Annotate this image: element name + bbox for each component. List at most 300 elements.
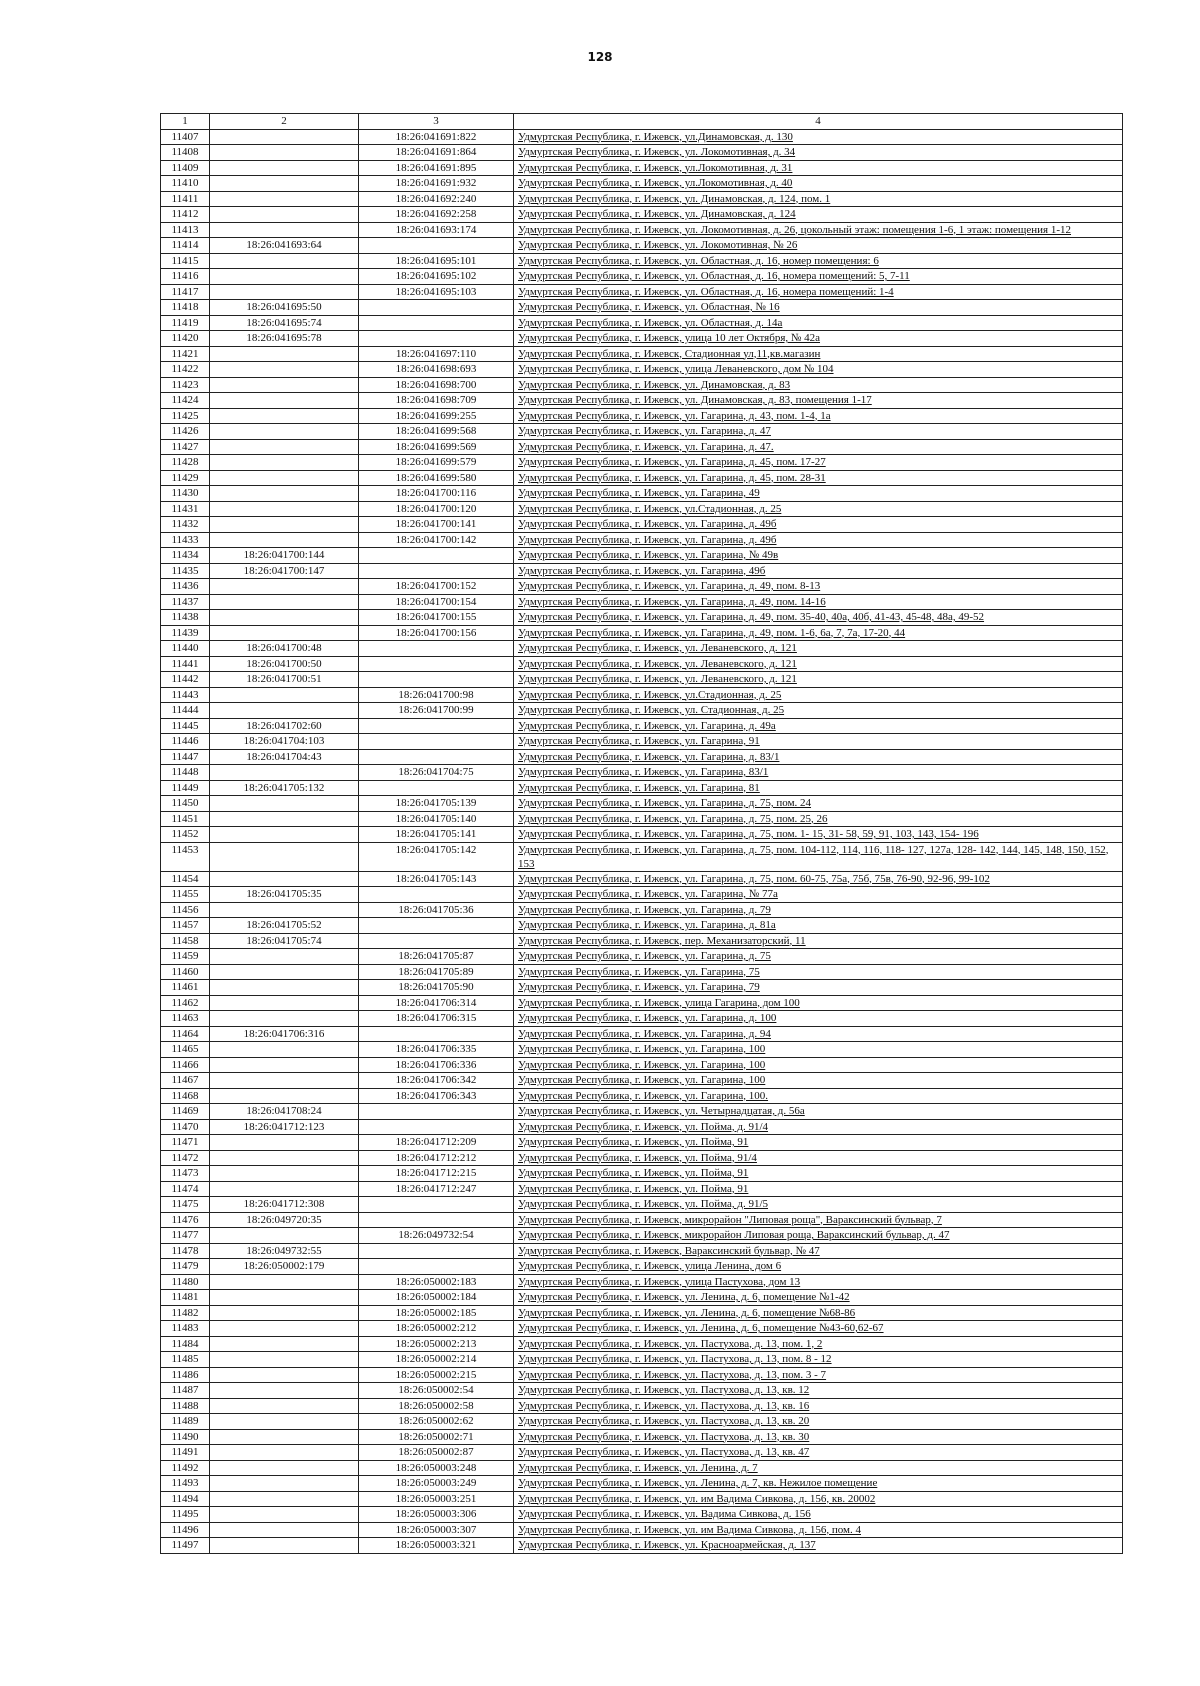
row-number-cell: 11485 <box>161 1352 210 1368</box>
row-number-cell: 11468 <box>161 1088 210 1104</box>
cadastral-number-col2-cell <box>210 1073 359 1089</box>
cadastral-number-col3-cell: 18:26:041693:174 <box>359 222 514 238</box>
table-row <box>161 1259 1123 1275</box>
table-row <box>161 393 1123 409</box>
column-header: 1 <box>161 114 210 130</box>
cadastral-number-col3-cell <box>359 718 514 734</box>
cadastral-number-col2-cell <box>210 207 359 223</box>
cadastral-number-col3-cell <box>359 672 514 688</box>
address-cell: Удмуртская Республика, г. Ижевск, ул. им Вадима Сивкова, д. 156, кв. 20002 <box>514 1491 1123 1507</box>
table-row <box>161 1507 1123 1523</box>
table-row <box>161 625 1123 641</box>
cadastral-number-col2-cell <box>210 1336 359 1352</box>
row-number-cell: 11422 <box>161 362 210 378</box>
address-cell: Удмуртская Республика, г. Ижевск, ул. Гагарина, д. 75 <box>514 949 1123 965</box>
cadastral-number-col3-cell <box>359 548 514 564</box>
address-cell: Удмуртская Республика, г. Ижевск, ул.Стадионная, д. 25 <box>514 687 1123 703</box>
cadastral-number-col2-cell <box>210 1181 359 1197</box>
address-cell: Удмуртская Республика, г. Ижевск, ул. Гагарина, 100. <box>514 1088 1123 1104</box>
table-row <box>161 1104 1123 1120</box>
cadastral-number-col3-cell: 18:26:041706:343 <box>359 1088 514 1104</box>
cadastral-number-col2-cell <box>210 1367 359 1383</box>
table-row <box>161 964 1123 980</box>
cadastral-number-col2-cell <box>210 1166 359 1182</box>
address-cell: Удмуртская Республика, г. Ижевск, Вараксинский бульвар, № 47 <box>514 1243 1123 1259</box>
table-row <box>161 331 1123 347</box>
row-number-cell: 11409 <box>161 160 210 176</box>
table-row <box>161 1057 1123 1073</box>
row-number-cell: 11481 <box>161 1290 210 1306</box>
table-row <box>161 176 1123 192</box>
cadastral-number-col2-cell: 18:26:041705:35 <box>210 887 359 903</box>
row-number-cell: 11477 <box>161 1228 210 1244</box>
table-row <box>161 1073 1123 1089</box>
cadastral-number-col3-cell <box>359 563 514 579</box>
row-number-cell: 11492 <box>161 1460 210 1476</box>
row-number-cell: 11478 <box>161 1243 210 1259</box>
row-number-cell: 11424 <box>161 393 210 409</box>
table-row <box>161 1166 1123 1182</box>
address-cell: Удмуртская Республика, г. Ижевск, ул. Гагарина, д. 83/1 <box>514 749 1123 765</box>
row-number-cell: 11445 <box>161 718 210 734</box>
address-cell: Удмуртская Республика, г. Ижевск, ул. Гагарина, 100 <box>514 1073 1123 1089</box>
cadastral-number-col3-cell: 18:26:041712:215 <box>359 1166 514 1182</box>
cadastral-number-col3-cell <box>359 887 514 903</box>
cadastral-number-col3-cell: 18:26:050002:54 <box>359 1383 514 1399</box>
table-row <box>161 949 1123 965</box>
address-cell: Удмуртская Республика, г. Ижевск, улица Ленина, дом 6 <box>514 1259 1123 1275</box>
table-row <box>161 594 1123 610</box>
cadastral-number-col3-cell <box>359 238 514 254</box>
table-row <box>161 408 1123 424</box>
row-number-cell: 11408 <box>161 145 210 161</box>
address-cell: Удмуртская Республика, г. Ижевск, ул. Пойма, 91 <box>514 1181 1123 1197</box>
cadastral-number-col2-cell: 18:26:041700:50 <box>210 656 359 672</box>
cadastral-number-col3-cell: 18:26:041691:822 <box>359 129 514 145</box>
row-number-cell: 11451 <box>161 811 210 827</box>
table-row <box>161 362 1123 378</box>
table-row <box>161 1274 1123 1290</box>
cadastral-number-col2-cell <box>210 176 359 192</box>
cadastral-number-col2-cell <box>210 1414 359 1430</box>
cadastral-number-col3-cell <box>359 315 514 331</box>
cadastral-number-col3-cell: 18:26:041706:335 <box>359 1042 514 1058</box>
address-cell: Удмуртская Республика, г. Ижевск, ул. Леваневского, д. 121 <box>514 656 1123 672</box>
cadastral-number-col3-cell: 18:26:049732:54 <box>359 1228 514 1244</box>
row-number-cell: 11413 <box>161 222 210 238</box>
address-cell: Удмуртская Республика, г. Ижевск, ул. Гагарина, д. 45, пом. 28-31 <box>514 470 1123 486</box>
cadastral-number-col3-cell: 18:26:041700:155 <box>359 610 514 626</box>
table-row <box>161 532 1123 548</box>
address-cell: Удмуртская Республика, г. Ижевск, ул. Гагарина, д. 49б <box>514 517 1123 533</box>
cadastral-number-col2-cell <box>210 362 359 378</box>
cadastral-number-col2-cell <box>210 532 359 548</box>
address-cell: Удмуртская Республика, г. Ижевск, ул. Гагарина, № 49в <box>514 548 1123 564</box>
row-number-cell: 11414 <box>161 238 210 254</box>
address-cell: Удмуртская Республика, г. Ижевск, микрорайон Липовая роща, Вараксинский бульвар, д. 47 <box>514 1228 1123 1244</box>
cadastral-number-col2-cell: 18:26:049720:35 <box>210 1212 359 1228</box>
address-cell: Удмуртская Республика, г. Ижевск, ул. Пастухова, д. 13, пом. 8 - 12 <box>514 1352 1123 1368</box>
address-cell: Удмуртская Республика, г. Ижевск, ул. Гагарина, д. 45, пом. 17-27 <box>514 455 1123 471</box>
cadastral-number-col2-cell <box>210 610 359 626</box>
cadastral-number-col2-cell <box>210 1538 359 1554</box>
cadastral-number-col3-cell <box>359 656 514 672</box>
table-row <box>161 548 1123 564</box>
address-cell: Удмуртская Республика, г. Ижевск, ул. Гагарина, 100 <box>514 1057 1123 1073</box>
table-row <box>161 207 1123 223</box>
address-cell: Удмуртская Республика, г. Ижевск, пер. Механизаторский, 11 <box>514 933 1123 949</box>
table-row <box>161 346 1123 362</box>
address-cell: Удмуртская Республика, г. Ижевск, ул. Пастухова, д. 13, кв. 16 <box>514 1398 1123 1414</box>
row-number-cell: 11443 <box>161 687 210 703</box>
cadastral-number-col2-cell <box>210 145 359 161</box>
cadastral-number-col2-cell <box>210 1150 359 1166</box>
row-number-cell: 11420 <box>161 331 210 347</box>
table-row <box>161 1119 1123 1135</box>
cadastral-number-col3-cell <box>359 1197 514 1213</box>
cadastral-number-col2-cell: 18:26:041695:78 <box>210 331 359 347</box>
cadastral-number-col2-cell <box>210 517 359 533</box>
address-cell: Удмуртская Республика, г. Ижевск, ул. Красноармейская, д. 137 <box>514 1538 1123 1554</box>
cadastral-number-col2-cell <box>210 1383 359 1399</box>
address-cell: Удмуртская Республика, г. Ижевск, ул. Гагарина, д. 49а <box>514 718 1123 734</box>
cadastral-number-col3-cell: 18:26:041705:36 <box>359 902 514 918</box>
row-number-cell: 11480 <box>161 1274 210 1290</box>
address-cell: Удмуртская Республика, г. Ижевск, ул. Гагарина, д. 100 <box>514 1011 1123 1027</box>
table-row <box>161 424 1123 440</box>
row-number-cell: 11479 <box>161 1259 210 1275</box>
table-row <box>161 1383 1123 1399</box>
address-cell: Удмуртская Республика, г. Ижевск, ул. Леваневского, д. 121 <box>514 641 1123 657</box>
cadastral-number-col3-cell: 18:26:041705:140 <box>359 811 514 827</box>
address-cell: Удмуртская Республика, г. Ижевск, ул. Локомотивная, д. 26, цокольный этаж: помещения 1-6, 1 этаж: помещения 1-12 <box>514 222 1123 238</box>
cadastral-number-col2-cell <box>210 1398 359 1414</box>
cadastral-number-col3-cell: 18:26:050002:62 <box>359 1414 514 1430</box>
cadastral-number-col3-cell: 18:26:041712:247 <box>359 1181 514 1197</box>
cadastral-number-col2-cell <box>210 1228 359 1244</box>
address-cell: Удмуртская Республика, г. Ижевск, ул.Локомотивная, д. 40 <box>514 176 1123 192</box>
cadastral-number-col2-cell <box>210 842 359 871</box>
cadastral-number-col3-cell: 18:26:041712:212 <box>359 1150 514 1166</box>
table-row <box>161 1243 1123 1259</box>
table-row <box>161 687 1123 703</box>
cadastral-number-col2-cell <box>210 470 359 486</box>
cadastral-number-col2-cell: 18:26:041700:144 <box>210 548 359 564</box>
address-cell: Удмуртская Республика, г. Ижевск, ул.Динамовская, д. 130 <box>514 129 1123 145</box>
row-number-cell: 11484 <box>161 1336 210 1352</box>
address-cell: Удмуртская Республика, г. Ижевск, ул. Пойма, д. 91/5 <box>514 1197 1123 1213</box>
cadastral-number-col3-cell: 18:26:041700:98 <box>359 687 514 703</box>
cadastral-number-col2-cell <box>210 1522 359 1538</box>
row-number-cell: 11439 <box>161 625 210 641</box>
table-row <box>161 1290 1123 1306</box>
cadastral-number-col3-cell <box>359 933 514 949</box>
cadastral-number-col2-cell: 18:26:041700:147 <box>210 563 359 579</box>
cadastral-number-col3-cell: 18:26:050003:321 <box>359 1538 514 1554</box>
cadastral-number-col2-cell: 18:26:041702:60 <box>210 718 359 734</box>
row-number-cell: 11433 <box>161 532 210 548</box>
row-number-cell: 11456 <box>161 902 210 918</box>
table-row <box>161 253 1123 269</box>
cadastral-number-col2-cell <box>210 1352 359 1368</box>
cadastral-number-col3-cell <box>359 1119 514 1135</box>
row-number-cell: 11483 <box>161 1321 210 1337</box>
cadastral-number-col2-cell <box>210 1011 359 1027</box>
address-cell: Удмуртская Республика, г. Ижевск, ул. Динамовская, д. 124, пом. 1 <box>514 191 1123 207</box>
row-number-cell: 11458 <box>161 933 210 949</box>
cadastral-number-col2-cell: 18:26:041704:43 <box>210 749 359 765</box>
row-number-cell: 11470 <box>161 1119 210 1135</box>
cadastral-number-col3-cell: 18:26:041699:568 <box>359 424 514 440</box>
address-cell: Удмуртская Республика, г. Ижевск, ул. Гагарина, 79 <box>514 980 1123 996</box>
cadastral-number-col2-cell: 18:26:041695:74 <box>210 315 359 331</box>
cadastral-number-col2-cell <box>210 222 359 238</box>
row-number-cell: 11471 <box>161 1135 210 1151</box>
row-number-cell: 11493 <box>161 1476 210 1492</box>
cadastral-number-col2-cell <box>210 594 359 610</box>
cadastral-number-col2-cell: 18:26:041705:74 <box>210 933 359 949</box>
row-number-cell: 11459 <box>161 949 210 965</box>
row-number-cell: 11464 <box>161 1026 210 1042</box>
column-header: 2 <box>210 114 359 130</box>
cadastral-number-col2-cell <box>210 346 359 362</box>
table-row <box>161 1321 1123 1337</box>
cadastral-number-col2-cell <box>210 949 359 965</box>
cadastral-number-col3-cell: 18:26:041698:700 <box>359 377 514 393</box>
row-number-cell: 11423 <box>161 377 210 393</box>
table-row <box>161 1305 1123 1321</box>
table-row <box>161 672 1123 688</box>
table-row <box>161 1042 1123 1058</box>
cadastral-number-col2-cell <box>210 827 359 843</box>
address-cell: Удмуртская Республика, г. Ижевск, ул. Пастухова, д. 13, кв. 20 <box>514 1414 1123 1430</box>
table-row <box>161 129 1123 145</box>
row-number-cell: 11449 <box>161 780 210 796</box>
row-number-cell: 11434 <box>161 548 210 564</box>
cadastral-number-col2-cell <box>210 486 359 502</box>
row-number-cell: 11466 <box>161 1057 210 1073</box>
table-row <box>161 1476 1123 1492</box>
address-cell: Удмуртская Республика, г. Ижевск, ул. Ленина, д. 6, помещение №1-42 <box>514 1290 1123 1306</box>
address-cell: Удмуртская Республика, г. Ижевск, ул. Ленина, д. 7, кв. Нежилое помещение <box>514 1476 1123 1492</box>
address-cell: Удмуртская Республика, г. Ижевск, ул. Гагарина, д. 75, пом. 60-75, 75а, 75б, 75в, 76-90, 92-96, 99-102 <box>514 871 1123 887</box>
registry-table <box>160 113 1123 1554</box>
cadastral-number-col2-cell <box>210 1042 359 1058</box>
row-number-cell: 11421 <box>161 346 210 362</box>
cadastral-number-col2-cell: 18:26:041695:50 <box>210 300 359 316</box>
row-number-cell: 11438 <box>161 610 210 626</box>
cadastral-number-col3-cell <box>359 780 514 796</box>
cadastral-number-col2-cell <box>210 902 359 918</box>
cadastral-number-col2-cell <box>210 284 359 300</box>
address-cell: Удмуртская Республика, г. Ижевск, ул. Гагарина, д. 47 <box>514 424 1123 440</box>
cadastral-number-col2-cell <box>210 1429 359 1445</box>
row-number-cell: 11494 <box>161 1491 210 1507</box>
table-row <box>161 1414 1123 1430</box>
row-number-cell: 11488 <box>161 1398 210 1414</box>
row-number-cell: 11474 <box>161 1181 210 1197</box>
cadastral-number-col2-cell <box>210 160 359 176</box>
cadastral-number-col2-cell <box>210 579 359 595</box>
row-number-cell: 11461 <box>161 980 210 996</box>
cadastral-number-col2-cell <box>210 1476 359 1492</box>
row-number-cell: 11441 <box>161 656 210 672</box>
address-cell: Удмуртская Республика, г. Ижевск, ул. Областная, д. 16, номера помещений: 1-4 <box>514 284 1123 300</box>
cadastral-number-col2-cell: 18:26:041693:64 <box>210 238 359 254</box>
row-number-cell: 11460 <box>161 964 210 980</box>
table-row <box>161 501 1123 517</box>
address-cell: Удмуртская Республика, г. Ижевск, ул. Пастухова, д. 13, пом. 1, 2 <box>514 1336 1123 1352</box>
table-row <box>161 827 1123 843</box>
cadastral-number-col3-cell <box>359 1243 514 1259</box>
cadastral-number-col3-cell: 18:26:041706:314 <box>359 995 514 1011</box>
address-cell: Удмуртская Республика, г. Ижевск, ул. Гагарина, 49 <box>514 486 1123 502</box>
cadastral-number-col3-cell <box>359 734 514 750</box>
cadastral-number-col3-cell: 18:26:041691:895 <box>359 160 514 176</box>
address-cell: Удмуртская Республика, г. Ижевск, ул. Пойма, 91 <box>514 1135 1123 1151</box>
cadastral-number-col2-cell <box>210 1321 359 1337</box>
table-row <box>161 980 1123 996</box>
cadastral-number-col3-cell <box>359 1212 514 1228</box>
address-cell: Удмуртская Республика, г. Ижевск, ул. Вадима Сивкова, д. 156 <box>514 1507 1123 1523</box>
cadastral-number-col3-cell: 18:26:041700:116 <box>359 486 514 502</box>
cadastral-number-col3-cell <box>359 1259 514 1275</box>
address-cell: Удмуртская Республика, г. Ижевск, ул. Гагарина, 49б <box>514 563 1123 579</box>
cadastral-number-col3-cell <box>359 749 514 765</box>
table-row <box>161 780 1123 796</box>
cadastral-number-col2-cell <box>210 687 359 703</box>
row-number-cell: 11446 <box>161 734 210 750</box>
cadastral-number-col3-cell: 18:26:041712:209 <box>359 1135 514 1151</box>
row-number-cell: 11450 <box>161 796 210 812</box>
row-number-cell: 11432 <box>161 517 210 533</box>
table-row <box>161 871 1123 887</box>
table-row <box>161 1088 1123 1104</box>
address-cell: Удмуртская Республика, г. Ижевск, ул. им Вадима Сивкова, д. 156, пом. 4 <box>514 1522 1123 1538</box>
cadastral-number-col2-cell <box>210 129 359 145</box>
row-number-cell: 11447 <box>161 749 210 765</box>
table-row <box>161 238 1123 254</box>
cadastral-number-col3-cell: 18:26:041705:143 <box>359 871 514 887</box>
cadastral-number-col3-cell: 18:26:041699:580 <box>359 470 514 486</box>
cadastral-number-col3-cell: 18:26:041692:258 <box>359 207 514 223</box>
cadastral-number-col3-cell: 18:26:041695:101 <box>359 253 514 269</box>
row-number-cell: 11417 <box>161 284 210 300</box>
cadastral-number-col2-cell <box>210 964 359 980</box>
row-number-cell: 11475 <box>161 1197 210 1213</box>
row-number-cell: 11473 <box>161 1166 210 1182</box>
address-cell: Удмуртская Республика, г. Ижевск, ул. Гагарина, д. 75, пом. 24 <box>514 796 1123 812</box>
cadastral-number-col3-cell: 18:26:041705:87 <box>359 949 514 965</box>
address-cell: Удмуртская Республика, г. Ижевск, ул. Гагарина, д. 47. <box>514 439 1123 455</box>
row-number-cell: 11411 <box>161 191 210 207</box>
row-number-cell: 11435 <box>161 563 210 579</box>
row-number-cell: 11448 <box>161 765 210 781</box>
address-cell: Удмуртская Республика, г. Ижевск, ул.Стадионная, д. 25 <box>514 501 1123 517</box>
address-cell: Удмуртская Республика, г. Ижевск, улица 10 лет Октября, № 42а <box>514 331 1123 347</box>
row-number-cell: 11469 <box>161 1104 210 1120</box>
table-row <box>161 1026 1123 1042</box>
address-cell: Удмуртская Республика, г. Ижевск, ул. Гагарина, 100 <box>514 1042 1123 1058</box>
cadastral-number-col3-cell: 18:26:041700:120 <box>359 501 514 517</box>
table-row <box>161 1212 1123 1228</box>
cadastral-number-col3-cell: 18:26:041705:139 <box>359 796 514 812</box>
row-number-cell: 11453 <box>161 842 210 871</box>
row-number-cell: 11487 <box>161 1383 210 1399</box>
address-cell: Удмуртская Республика, г. Ижевск, ул. Ленина, д. 6, помещение №43-60,62-67 <box>514 1321 1123 1337</box>
address-cell: Удмуртская Республика, г. Ижевск, ул. Гагарина, д. 75, пом. 25, 26 <box>514 811 1123 827</box>
cadastral-number-col3-cell: 18:26:050002:185 <box>359 1305 514 1321</box>
address-cell: Удмуртская Республика, г. Ижевск, ул. Четырнадцатая, д. 56а <box>514 1104 1123 1120</box>
address-cell: Удмуртская Республика, г. Ижевск, ул. Гагарина, д. 75, пом. 104-112, 114, 116, 118- 127, 127а, 128- 142, 144, 145, 148, 150, 152, 153 <box>514 842 1123 871</box>
table-row <box>161 191 1123 207</box>
row-number-cell: 11437 <box>161 594 210 610</box>
cadastral-number-col3-cell: 18:26:050002:214 <box>359 1352 514 1368</box>
address-cell: Удмуртская Республика, г. Ижевск, ул. Гагарина, 83/1 <box>514 765 1123 781</box>
address-cell: Удмуртская Республика, г. Ижевск, ул. Пастухова, д. 13, пом. 3 - 7 <box>514 1367 1123 1383</box>
cadastral-number-col3-cell <box>359 1104 514 1120</box>
cadastral-number-col3-cell: 18:26:041697:110 <box>359 346 514 362</box>
cadastral-number-col3-cell: 18:26:041705:90 <box>359 980 514 996</box>
row-number-cell: 11486 <box>161 1367 210 1383</box>
table-row <box>161 749 1123 765</box>
cadastral-number-col3-cell: 18:26:050003:251 <box>359 1491 514 1507</box>
cadastral-number-col2-cell <box>210 625 359 641</box>
row-number-cell: 11454 <box>161 871 210 887</box>
cadastral-number-col3-cell: 18:26:041700:142 <box>359 532 514 548</box>
cadastral-number-col3-cell: 18:26:041700:152 <box>359 579 514 595</box>
cadastral-number-col3-cell: 18:26:041699:255 <box>359 408 514 424</box>
cadastral-number-col2-cell <box>210 253 359 269</box>
row-number-cell: 11436 <box>161 579 210 595</box>
cadastral-number-col2-cell <box>210 424 359 440</box>
table-row <box>161 1011 1123 1027</box>
cadastral-number-col2-cell: 18:26:041705:52 <box>210 918 359 934</box>
row-number-cell: 11462 <box>161 995 210 1011</box>
table-row <box>161 933 1123 949</box>
table-row <box>161 284 1123 300</box>
address-cell: Удмуртская Республика, г. Ижевск, улица Пастухова, дом 13 <box>514 1274 1123 1290</box>
row-number-cell: 11442 <box>161 672 210 688</box>
cadastral-number-col2-cell: 18:26:041700:48 <box>210 641 359 657</box>
table-row <box>161 517 1123 533</box>
table-row <box>161 1135 1123 1151</box>
address-cell: Удмуртская Республика, г. Ижевск, ул. Гагарина, д. 49, пом. 1-6, 6а, 7, 7а, 17-20, 44 <box>514 625 1123 641</box>
cadastral-number-col2-cell: 18:26:041708:24 <box>210 1104 359 1120</box>
table-row <box>161 995 1123 1011</box>
address-cell: Удмуртская Республика, г. Ижевск, Стадионная ул,11,кв.магазин <box>514 346 1123 362</box>
table-row <box>161 269 1123 285</box>
row-number-cell: 11476 <box>161 1212 210 1228</box>
address-cell: Удмуртская Республика, г. Ижевск, ул. Гагарина, д. 49б <box>514 532 1123 548</box>
address-cell: Удмуртская Республика, г. Ижевск, ул. Областная, д. 16, номер помещения: 6 <box>514 253 1123 269</box>
cadastral-number-col3-cell: 18:26:050002:184 <box>359 1290 514 1306</box>
row-number-cell: 11495 <box>161 1507 210 1523</box>
table-row <box>161 1336 1123 1352</box>
cadastral-number-col3-cell: 18:26:041691:864 <box>359 145 514 161</box>
address-cell: Удмуртская Республика, г. Ижевск, ул. Гагарина, д. 81а <box>514 918 1123 934</box>
cadastral-number-col2-cell: 18:26:049732:55 <box>210 1243 359 1259</box>
table-row <box>161 1429 1123 1445</box>
cadastral-number-col3-cell: 18:26:041705:142 <box>359 842 514 871</box>
address-cell: Удмуртская Республика, г. Ижевск, ул. Динамовская, д. 124 <box>514 207 1123 223</box>
table-row <box>161 1398 1123 1414</box>
cadastral-number-col2-cell: 18:26:041700:51 <box>210 672 359 688</box>
table-row <box>161 1460 1123 1476</box>
row-number-cell: 11440 <box>161 641 210 657</box>
row-number-cell: 11407 <box>161 129 210 145</box>
row-number-cell: 11491 <box>161 1445 210 1461</box>
